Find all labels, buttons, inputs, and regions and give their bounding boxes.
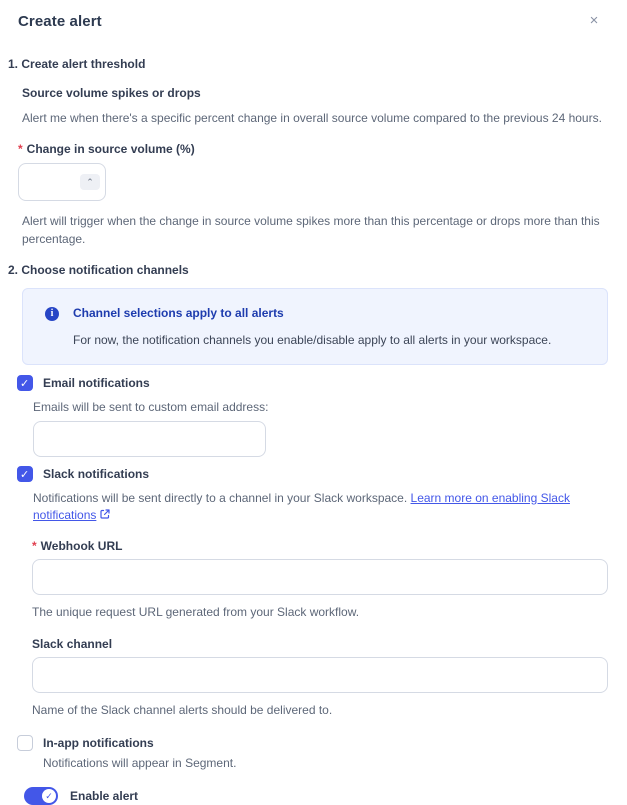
required-mark: * xyxy=(18,142,23,157)
banner-title: Channel selections apply to all alerts xyxy=(73,306,284,321)
slack-description: Notifications will be sent directly to a channel in your Slack workspace. Learn more on enabling Slack notifications xyxy=(33,490,595,526)
section-2-title: 2. Choose notification channels xyxy=(8,263,189,278)
slack-channel-label: Slack channel xyxy=(32,636,113,651)
info-icon: i xyxy=(45,307,59,321)
inapp-notifications-checkbox[interactable] xyxy=(17,735,33,751)
required-mark: * xyxy=(32,539,37,554)
slack-channel-input[interactable] xyxy=(32,657,608,693)
enable-alert-label[interactable]: Enable alert xyxy=(70,788,139,803)
check-icon: ✓ xyxy=(45,790,53,801)
stepper-up-icon[interactable]: ⌃ xyxy=(80,174,100,190)
section-1-number: 1. xyxy=(8,57,19,71)
email-help-text: Emails will be sent to custom email address: xyxy=(33,400,269,415)
email-notifications-label[interactable]: Email notifications xyxy=(43,376,150,391)
inapp-notifications-row xyxy=(17,735,609,751)
alert-type-title: Source volume spikes or drops xyxy=(22,86,201,100)
alert-type-description: Alert me when there's a specific percent change in overall source volume compared to the previous 24 hours. xyxy=(22,111,602,125)
enable-alert-toggle[interactable] xyxy=(24,787,58,805)
page-title: Create alert xyxy=(18,13,102,30)
change-volume-label: * Change in source volume (%) xyxy=(18,142,195,157)
inapp-help-text: Notifications will appear in Segment. xyxy=(43,756,237,771)
slack-learn-more-link[interactable]: Learn more on enabling Slack notifications xyxy=(33,490,570,522)
close-icon[interactable]: × xyxy=(585,12,603,30)
banner-body: For now, the notification channels you enable/disable apply to all alerts in your workspace. xyxy=(73,333,552,348)
inapp-notifications-label[interactable]: In-app notifications xyxy=(43,736,154,751)
change-volume-field xyxy=(18,163,106,201)
section-1-title: 1. Create alert threshold xyxy=(8,57,146,71)
webhook-url-label: * Webhook URL xyxy=(32,539,123,554)
enable-alert-row xyxy=(24,787,609,805)
external-link-icon xyxy=(99,508,111,525)
dialog-header xyxy=(0,0,627,30)
email-notifications-row xyxy=(17,375,609,391)
section-2-number: 2. xyxy=(8,263,19,278)
check-icon: ✓ xyxy=(20,468,30,481)
slack-channel-help: Name of the Slack channel alerts should be delivered to. xyxy=(32,702,333,717)
slack-notifications-row xyxy=(17,466,609,482)
toggle-knob xyxy=(42,789,56,803)
email-address-input[interactable] xyxy=(33,421,266,457)
slack-notifications-label[interactable]: Slack notifications xyxy=(43,466,150,481)
info-banner xyxy=(22,288,608,365)
email-notifications-checkbox[interactable] xyxy=(17,375,33,391)
change-volume-help: Alert will trigger when the change in source volume spikes more than this percentage or drops more than this percentage. xyxy=(22,214,600,246)
webhook-url-input[interactable] xyxy=(32,559,608,595)
slack-notifications-checkbox[interactable] xyxy=(17,466,33,482)
webhook-url-help: The unique request URL generated from your Slack workflow. xyxy=(32,605,360,620)
check-icon: ✓ xyxy=(20,378,30,391)
